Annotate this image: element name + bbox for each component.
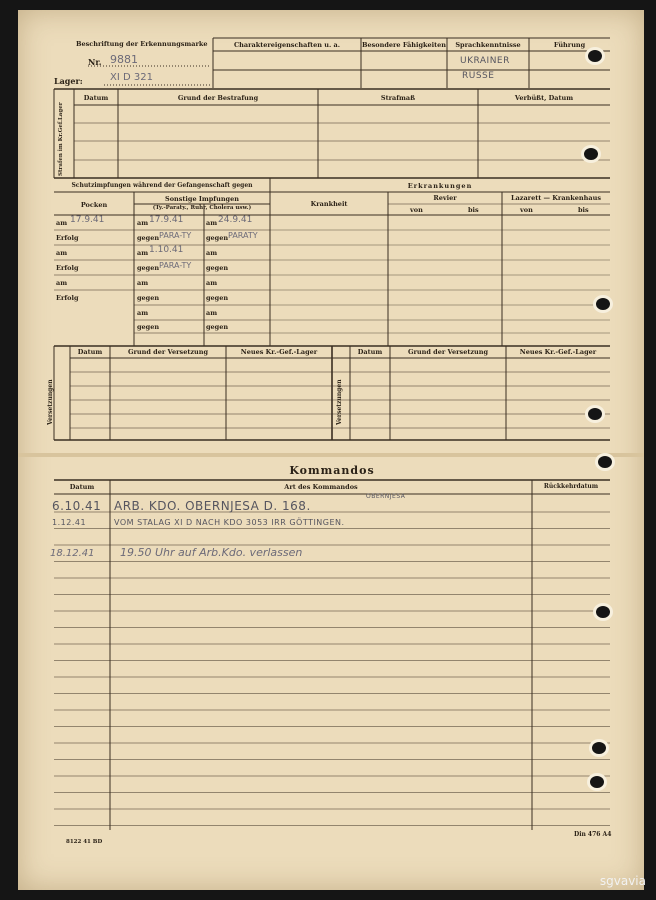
nr-label: Nr. <box>88 57 102 67</box>
pocken-erfolg-1: Erfolg <box>56 234 79 242</box>
kdo-entry-2-text: VOM STALAG XI D NACH KDO 3053 IRR GÖTTINGEN. <box>114 518 345 527</box>
impfungen-sonstige: Sonstige Impfungen <box>165 195 239 203</box>
print-code: 8122 41 BD <box>66 839 103 845</box>
sonst-am-1a: am <box>137 219 149 227</box>
sonst-am-4b: am <box>206 309 218 317</box>
kdo-entry-3-text: 19.50 Uhr auf Arb.Kdo. verlassen <box>120 546 303 559</box>
sprachen-value-2: RUSSE <box>462 71 495 81</box>
sonst-gegen-2a-label: gegen <box>137 264 160 272</box>
punch-hole <box>596 298 610 310</box>
erkennungsmarke-heading: Beschriftung der Erkennungsmarke <box>76 40 208 48</box>
kdo-entry-1-date: 6.10.41 <box>52 499 102 513</box>
sonst-gegen-3a: gegen <box>137 294 160 302</box>
sprachen-heading: Sprachkenntnisse <box>455 41 521 49</box>
nr-value: 9881 <box>110 53 138 66</box>
kommandos-title: Kommandos <box>289 464 375 477</box>
kommandos-datum: Datum <box>69 483 95 491</box>
punch-hole <box>584 148 598 160</box>
punch-hole <box>598 456 612 468</box>
watermark: sgvavia <box>599 874 646 888</box>
strafen-side-label: Strafen im Kr.Gef.Lager <box>58 102 64 176</box>
sonst-am-2a: am <box>137 249 149 257</box>
kdo-overwrite: OBERNJESA <box>366 493 406 500</box>
impfungen-pocken: Pocken <box>80 201 108 209</box>
versetzungen-side-right: Versetzungen <box>336 379 343 425</box>
strafen-strafmass: Strafmaß <box>380 94 416 102</box>
sonst-am-2b: am <box>206 249 218 257</box>
pocken-am-1: am <box>56 219 68 227</box>
sonst-gegen-4b: gegen <box>206 323 229 331</box>
pocken-am-3: am <box>56 279 68 287</box>
sonst-gegen-4a: gegen <box>137 323 160 331</box>
impfungen-heading: Schutzimpfungen während der Gefangenschaft gegen <box>71 182 253 189</box>
vers-datum-left: Datum <box>77 348 103 356</box>
sonst-am-4a: am <box>137 309 149 317</box>
punch-hole <box>588 408 602 420</box>
sonst-gegen-1b: PARATY <box>228 231 258 240</box>
sonst-am-3b: am <box>206 279 218 287</box>
kommandos-rueckkehr: Rückkehrdatum <box>543 483 599 490</box>
lazarett-bis: bis <box>578 206 589 214</box>
sonst-gegen-2b-label: gegen <box>206 264 229 272</box>
sonst-gegen-1a-label: gegen <box>137 234 160 242</box>
sonst-date-1a: 17.9.41 <box>149 215 184 225</box>
kdo-entry-2-date: 1.12.41 <box>52 518 87 527</box>
lager-value: XI D 321 <box>110 72 153 83</box>
kdo-entry-1-text: ARB. KDO. OBERNJESA D. 168. <box>114 499 311 513</box>
charakter-heading: Charaktereigenschaften u. a. <box>233 41 341 49</box>
lager-label: Lager: <box>54 76 83 86</box>
impfungen-sonstige-sub: (Ty.-Paraty., Ruhr, Cholera usw.) <box>152 205 252 211</box>
vers-grund-right: Grund der Versetzung <box>407 348 489 356</box>
punch-hole <box>596 606 610 618</box>
vers-datum-right: Datum <box>357 348 383 356</box>
pocken-erfolg-3: Erfolg <box>56 294 79 302</box>
versetzungen-side-left: Versetzungen <box>47 379 54 425</box>
kommandos-art: Art des Kommandos <box>284 483 358 491</box>
krankheit-heading: Krankheit <box>310 200 348 208</box>
punch-hole <box>590 776 604 788</box>
erkrankungen-heading: Erkrankungen <box>407 182 473 190</box>
vers-grund-left: Grund der Versetzung <box>127 348 209 356</box>
sonst-gegen-2: PARA-TY <box>159 261 192 270</box>
pocken-erfolg-2: Erfolg <box>56 264 79 272</box>
vers-neues-right: Neues Kr.-Gef.-Lager <box>519 348 597 356</box>
fuehrung-heading: Führung <box>553 41 586 49</box>
sonst-am-1b: am <box>206 219 218 227</box>
pocken-am-2: am <box>56 249 68 257</box>
form-grid <box>18 10 644 890</box>
revier-heading: Revier <box>433 194 457 202</box>
strafen-datum: Datum <box>83 94 109 102</box>
sonst-gegen-3b: gegen <box>206 294 229 302</box>
sonst-gegen-1a: PARA-TY <box>159 231 192 240</box>
kdo-entry-3-date: 18.12.41 <box>50 548 95 559</box>
strafen-verbuesst: Verbüßt, Datum <box>514 94 574 102</box>
vers-neues-left: Neues Kr.-Gef.-Lager <box>240 348 318 356</box>
punch-hole <box>588 50 602 62</box>
revier-bis: bis <box>468 206 479 214</box>
faehigkeiten-heading: Besondere Fähigkeiten <box>361 41 447 49</box>
sonst-gegen-1b-label: gegen <box>206 234 229 242</box>
revier-von: von <box>410 206 423 214</box>
lazarett-heading: Lazarett — Krankenhaus <box>511 194 601 202</box>
sonst-am-3a: am <box>137 279 149 287</box>
pocken-date-1: 17.9.41 <box>70 215 105 225</box>
sonst-date-2: 1.10.41 <box>149 245 184 255</box>
punch-hole <box>592 742 606 754</box>
record-card-sheet <box>18 10 644 890</box>
sonst-date-1b: 24.9.41 <box>218 215 253 225</box>
din-format: Din 476 A4 <box>574 831 612 838</box>
strafen-grund: Grund der Bestrafung <box>177 94 259 102</box>
lazarett-von: von <box>520 206 533 214</box>
sprachen-value-1: UKRAINER <box>460 56 510 66</box>
